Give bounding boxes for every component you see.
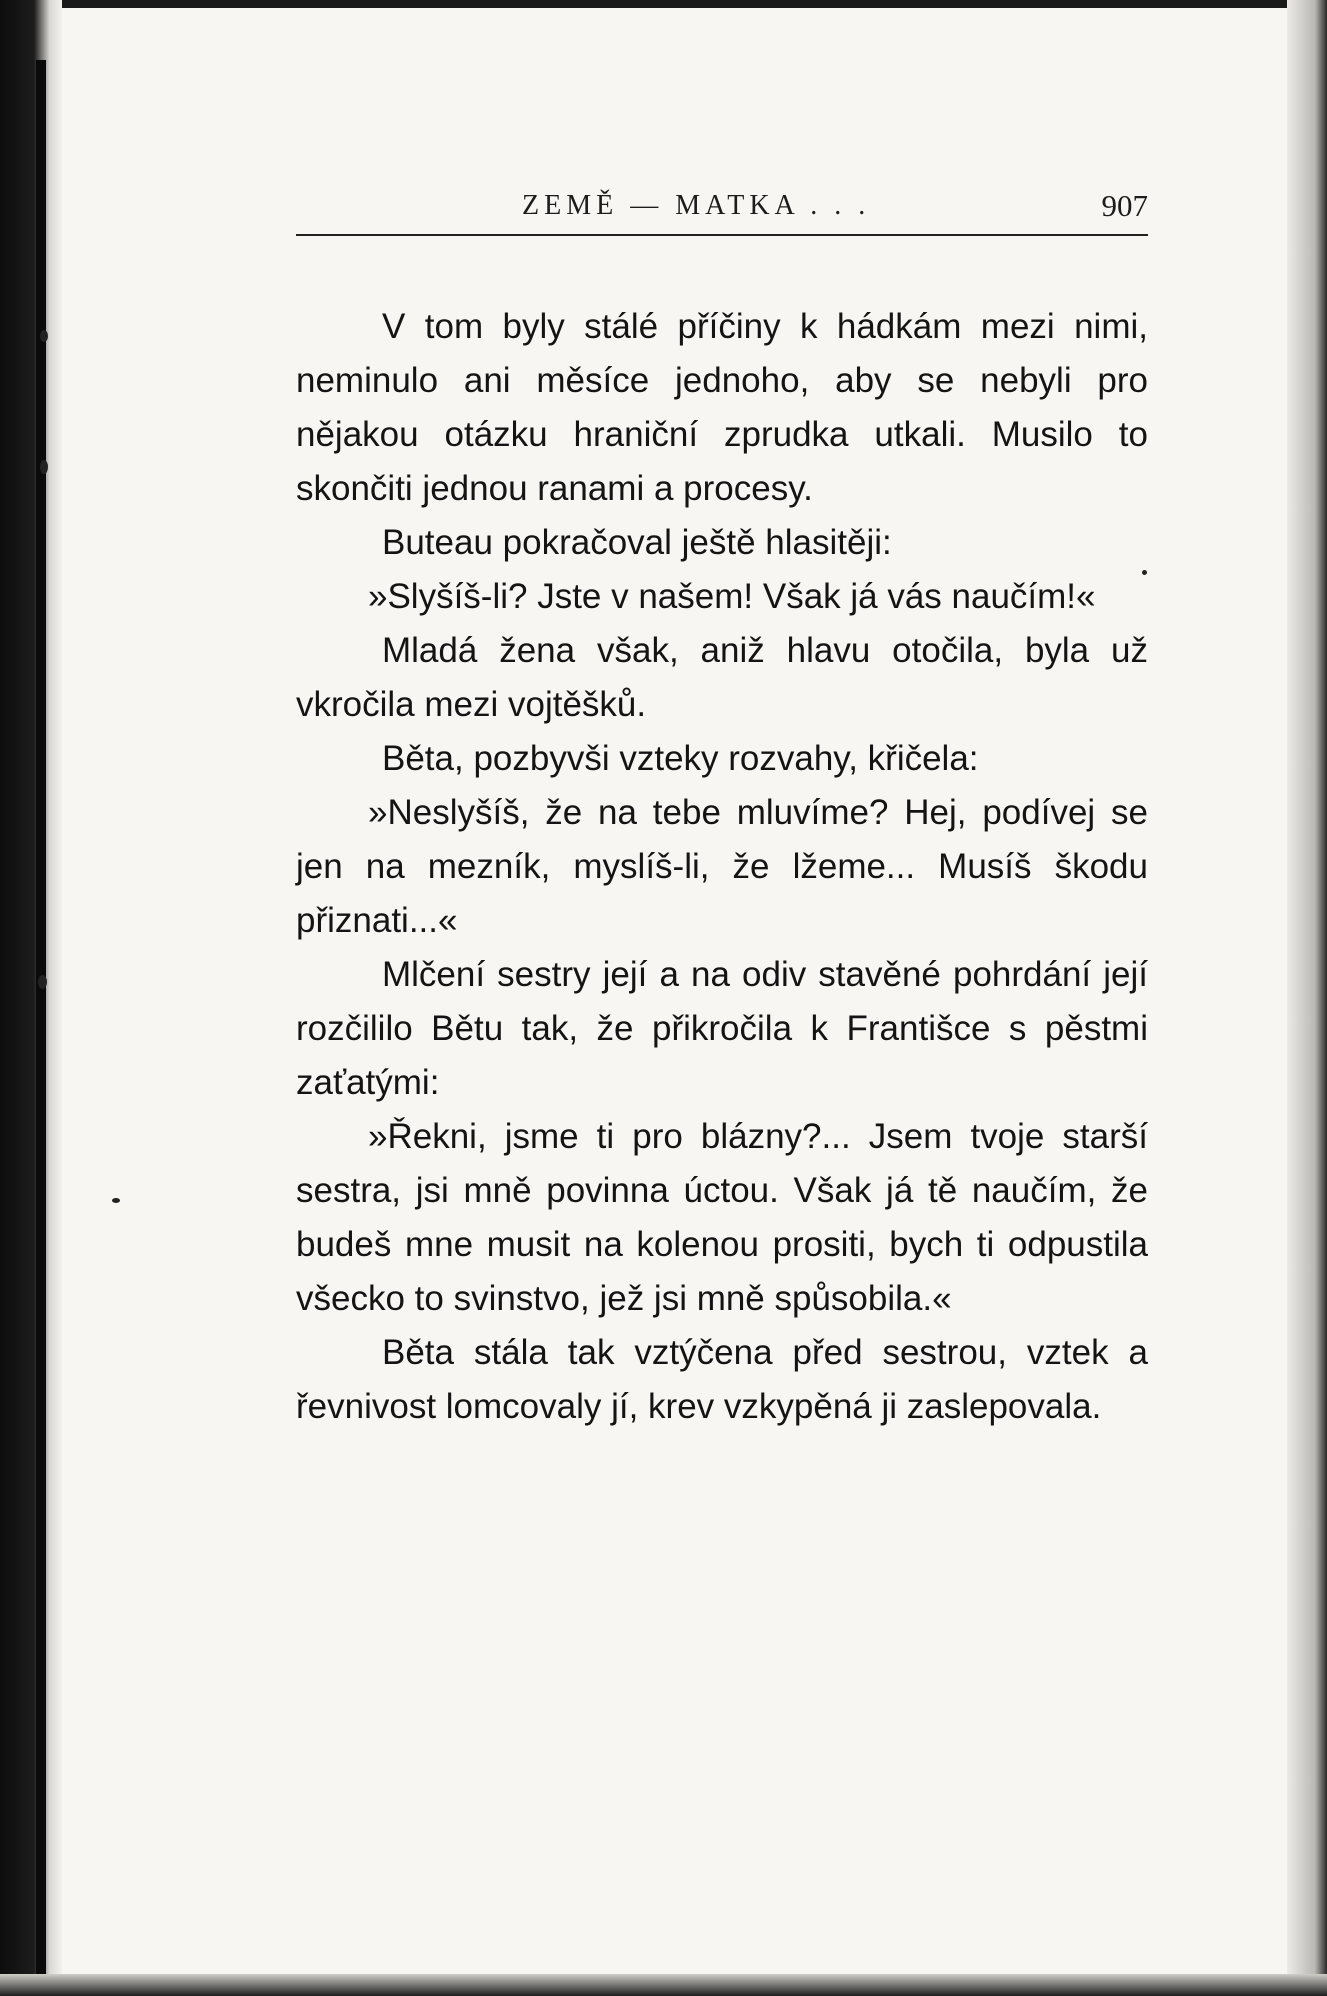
paragraph: Buteau pokračoval ještě hlasitěji: — [382, 523, 892, 562]
bottom-edge-shadow — [0, 1974, 1327, 1996]
running-header — [296, 190, 1148, 236]
paragraph: Běta, pozbyvši vzteky rozvahy, křičela: — [382, 739, 979, 778]
paragraph: »Řekni, jsme ti pro blázny?... Jsem tvoje starší sestra, jsi mně povinna úctou. Však já tě naučím, že budeš mne musit na kolenou prositi, bych ti odpustila všecko to svinstvo, jež jsi mně spůsobila.« — [296, 1117, 1148, 1318]
paragraph: »Slyšíš-li? Jste v našem! Však já vás naučím!« — [368, 577, 1096, 616]
paragraph: Mlčení sestry její a na odiv stavěné pohrdání její rozčililo Bětu tak, že přikročila k Františce s pěstmi zaťatými: — [296, 955, 1148, 1102]
paragraph: V tom byly stálé příčiny k hádkám mezi nimi, neminulo ani měsíce jednoho, aby se nebyli pro nějakou otázku hraniční zprudka utkali. Musilo to skončiti jednou ranami a procesy. — [296, 307, 1148, 508]
paragraph: Mladá žena však, aniž hlavu otočila, byla už vkročila mezi vojtěšků. — [296, 631, 1148, 724]
specks — [40, 330, 48, 342]
page-edge-shadow — [1287, 0, 1327, 1996]
page-number: 907 — [1101, 188, 1148, 223]
specks — [40, 460, 48, 474]
running-title: ZEMĚ — MATKA . . . — [522, 190, 871, 221]
paragraph: Běta stála tak vztýčena před sestrou, vztek a řevnivost lomcovaly jí, krev vzkypěná ji zaslepovala. — [296, 1333, 1148, 1426]
specks — [1142, 570, 1147, 575]
page-body — [296, 300, 1148, 1434]
book-spine-shadow — [0, 0, 62, 1996]
binding-edge — [36, 60, 46, 1980]
specks — [38, 975, 47, 989]
paragraph: »Neslyšíš, že na tebe mluvíme? Hej, podívej se jen na mezník, myslíš-li, že lžeme... Musíš škodu přiznati...« — [296, 793, 1148, 940]
specks — [112, 1198, 120, 1203]
